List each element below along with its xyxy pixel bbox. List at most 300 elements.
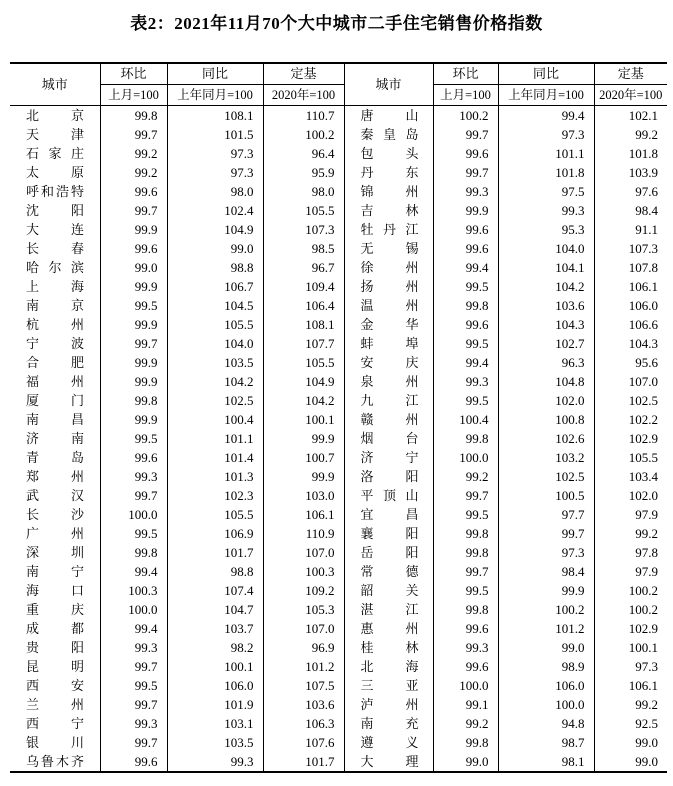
value-cell: 110.9 (263, 524, 344, 543)
value-cell: 99.3 (100, 467, 167, 486)
value-cell: 98.8 (167, 562, 263, 581)
table-header (10, 63, 667, 106)
city-cell (10, 372, 100, 391)
city-name: 北海 (360, 659, 419, 674)
table-body (10, 106, 667, 773)
value-cell: 99.0 (635, 754, 658, 769)
value-cell: 99.5 (100, 429, 167, 448)
city-cell (344, 695, 433, 714)
value-cell: 102.9 (628, 431, 658, 446)
city-name: 北京 (26, 108, 84, 123)
value-cell: 99.9 (100, 220, 167, 239)
city-cell (10, 353, 100, 372)
value-cell: 99.5 (100, 524, 167, 543)
value-cell: 102.9 (628, 621, 658, 636)
value-cell: 104.3 (628, 336, 658, 351)
value-cell: 100.3 (263, 562, 344, 581)
table-row (10, 524, 667, 543)
value-cell: 101.3 (167, 467, 263, 486)
value-cell: 107.3 (628, 241, 658, 256)
value-cell: 99.3 (433, 372, 498, 391)
col-header-base-left: 定基 (263, 63, 344, 85)
value-cell: 99.0 (100, 258, 167, 277)
value-cell: 100.2 (263, 125, 344, 144)
city-cell (344, 543, 433, 562)
value-cell: 97.6 (635, 184, 658, 199)
city-cell (10, 239, 100, 258)
value-cell: 101.7 (263, 752, 344, 772)
city-cell (344, 296, 433, 315)
value-cell: 109.2 (263, 581, 344, 600)
city-cell (344, 524, 433, 543)
city-cell (344, 581, 433, 600)
value-cell: 105.5 (628, 450, 658, 465)
table-row (10, 163, 667, 182)
city-name: 郑州 (26, 469, 84, 484)
table-row (10, 201, 667, 220)
value-cell: 99.9 (263, 429, 344, 448)
city-cell (10, 657, 100, 676)
city-name: 济宁 (360, 450, 419, 465)
value-cell: 104.3 (498, 315, 594, 334)
value-cell: 99.7 (498, 524, 594, 543)
value-cell: 110.7 (263, 106, 344, 126)
col-subheader-base-left: 2020年=100 (263, 85, 344, 106)
value-cell: 100.2 (628, 602, 658, 617)
city-name: 青岛 (26, 450, 84, 465)
value-cell: 107.6 (263, 733, 344, 752)
city-cell (344, 467, 433, 486)
value-cell: 99.3 (100, 714, 167, 733)
value-cell: 97.9 (635, 507, 658, 522)
value-cell: 99.8 (433, 429, 498, 448)
city-name: 安庆 (360, 355, 419, 370)
value-cell: 99.7 (100, 334, 167, 353)
value-cell: 99.9 (433, 201, 498, 220)
table-row (10, 277, 667, 296)
city-cell (10, 676, 100, 695)
value-cell: 105.5 (263, 201, 344, 220)
value-cell: 100.4 (167, 410, 263, 429)
value-cell: 104.9 (263, 372, 344, 391)
city-name: 上海 (26, 279, 84, 294)
table-row (10, 296, 667, 315)
value-cell: 103.0 (263, 486, 344, 505)
city-cell (344, 410, 433, 429)
city-name: 锦州 (360, 184, 419, 199)
value-cell: 100.1 (263, 410, 344, 429)
city-cell (344, 277, 433, 296)
value-cell: 104.0 (498, 239, 594, 258)
value-cell: 107.5 (263, 676, 344, 695)
city-name: 兰州 (26, 697, 84, 712)
value-cell: 99.8 (100, 106, 167, 126)
col-subheader-mom-left: 上月=100 (100, 85, 167, 106)
city-name: 福州 (26, 374, 84, 389)
city-cell (344, 505, 433, 524)
value-cell: 99.5 (433, 581, 498, 600)
value-cell: 99.5 (100, 296, 167, 315)
city-name: 重庆 (26, 602, 84, 617)
value-cell: 103.4 (628, 469, 658, 484)
table-row (10, 144, 667, 163)
value-cell: 100.2 (628, 583, 658, 598)
value-cell: 107.8 (628, 260, 658, 275)
value-cell: 99.3 (100, 638, 167, 657)
city-cell (344, 619, 433, 638)
city-cell (344, 752, 433, 772)
city-name: 宁波 (26, 336, 84, 351)
value-cell: 99.6 (100, 182, 167, 201)
value-cell: 99.0 (635, 735, 658, 750)
city-cell (10, 695, 100, 714)
city-name: 广州 (26, 526, 84, 541)
city-name: 西宁 (26, 716, 84, 731)
value-cell: 108.1 (263, 315, 344, 334)
table-row (10, 486, 667, 505)
value-cell: 99.0 (167, 239, 263, 258)
value-cell: 97.7 (498, 505, 594, 524)
city-name: 大连 (26, 222, 84, 237)
col-header-city-left: 城市 (10, 63, 100, 106)
table-row (10, 182, 667, 201)
value-cell: 101.1 (167, 429, 263, 448)
col-header-city-right: 城市 (344, 63, 433, 106)
value-cell: 95.3 (498, 220, 594, 239)
col-subheader-yoy-right: 上年同月=100 (498, 85, 594, 106)
value-cell: 107.0 (263, 543, 344, 562)
table-row (10, 353, 667, 372)
value-cell: 103.5 (167, 733, 263, 752)
city-name: 无锡 (360, 241, 419, 256)
value-cell: 98.0 (167, 182, 263, 201)
value-cell: 96.7 (263, 258, 344, 277)
city-cell (344, 334, 433, 353)
value-cell: 99.5 (100, 676, 167, 695)
value-cell: 98.4 (498, 562, 594, 581)
table-row (10, 334, 667, 353)
value-cell: 105.5 (167, 505, 263, 524)
value-cell: 98.8 (167, 258, 263, 277)
value-cell: 101.7 (167, 543, 263, 562)
table-row (10, 619, 667, 638)
city-cell (10, 486, 100, 505)
city-cell (10, 410, 100, 429)
value-cell: 98.7 (498, 733, 594, 752)
city-cell (10, 258, 100, 277)
table-row (10, 733, 667, 752)
table-row (10, 258, 667, 277)
city-name: 合肥 (26, 355, 84, 370)
city-cell (10, 600, 100, 619)
city-cell (10, 429, 100, 448)
value-cell: 102.7 (498, 334, 594, 353)
col-header-mom-right: 环比 (433, 63, 498, 85)
city-name: 襄阳 (360, 526, 419, 541)
city-name: 南京 (26, 298, 84, 313)
value-cell: 91.1 (635, 222, 658, 237)
city-cell (10, 524, 100, 543)
city-cell (10, 562, 100, 581)
table-row (10, 239, 667, 258)
value-cell: 104.0 (167, 334, 263, 353)
price-index-table (10, 62, 667, 773)
city-cell (344, 106, 433, 126)
table-row (10, 220, 667, 239)
city-name: 深圳 (26, 545, 84, 560)
city-name: 常德 (360, 564, 419, 579)
value-cell: 99.8 (433, 600, 498, 619)
value-cell: 96.9 (263, 638, 344, 657)
value-cell: 99.6 (100, 239, 167, 258)
value-cell: 106.3 (263, 714, 344, 733)
city-cell (344, 182, 433, 201)
value-cell: 104.2 (167, 372, 263, 391)
city-cell (10, 296, 100, 315)
value-cell: 104.1 (498, 258, 594, 277)
value-cell: 102.5 (167, 391, 263, 410)
city-name: 韶关 (360, 583, 419, 598)
value-cell: 99.3 (433, 182, 498, 201)
value-cell: 101.5 (167, 125, 263, 144)
city-name: 赣州 (360, 412, 419, 427)
city-cell (344, 429, 433, 448)
city-cell (10, 543, 100, 562)
city-name: 昆明 (26, 659, 84, 674)
table-row (10, 125, 667, 144)
value-cell: 105.5 (263, 353, 344, 372)
city-name: 吉林 (360, 203, 419, 218)
value-cell: 96.3 (498, 353, 594, 372)
value-cell: 100.0 (433, 448, 498, 467)
table-row (10, 676, 667, 695)
value-cell: 106.0 (167, 676, 263, 695)
city-cell (344, 125, 433, 144)
value-cell: 99.8 (433, 524, 498, 543)
value-cell: 102.1 (628, 108, 658, 123)
value-cell: 106.1 (628, 678, 658, 693)
value-cell: 99.9 (263, 467, 344, 486)
city-name: 牡丹江 (360, 222, 419, 237)
city-name: 西安 (26, 678, 84, 693)
table-row (10, 600, 667, 619)
city-cell (344, 562, 433, 581)
city-cell (344, 353, 433, 372)
value-cell: 95.9 (263, 163, 344, 182)
city-cell (344, 239, 433, 258)
value-cell: 99.9 (100, 353, 167, 372)
value-cell: 104.5 (167, 296, 263, 315)
col-subheader-base-right: 2020年=100 (594, 85, 667, 106)
city-cell (344, 676, 433, 695)
city-name: 桂林 (360, 640, 419, 655)
value-cell: 99.2 (100, 163, 167, 182)
city-name: 平顶山 (360, 488, 419, 503)
value-cell: 99.2 (100, 144, 167, 163)
city-name: 武汉 (26, 488, 84, 503)
value-cell: 101.4 (167, 448, 263, 467)
value-cell: 103.1 (167, 714, 263, 733)
city-name: 长春 (26, 241, 84, 256)
city-name: 惠州 (360, 621, 419, 636)
value-cell: 99.7 (100, 695, 167, 714)
city-cell (344, 258, 433, 277)
table-row (10, 429, 667, 448)
value-cell: 99.9 (100, 372, 167, 391)
city-cell (344, 163, 433, 182)
value-cell: 99.5 (433, 505, 498, 524)
value-cell: 99.3 (433, 638, 498, 657)
value-cell: 100.2 (433, 106, 498, 126)
col-header-yoy-right: 同比 (498, 63, 594, 85)
city-cell (10, 315, 100, 334)
city-cell (10, 638, 100, 657)
col-header-base-right: 定基 (594, 63, 667, 85)
city-cell (10, 467, 100, 486)
city-cell (10, 448, 100, 467)
city-name: 杭州 (26, 317, 84, 332)
table-row (10, 106, 667, 126)
value-cell: 99.9 (100, 277, 167, 296)
city-name: 哈尔滨 (26, 260, 84, 275)
value-cell: 99.7 (100, 486, 167, 505)
col-header-yoy-left: 同比 (167, 63, 263, 85)
city-cell (10, 182, 100, 201)
table-row (10, 315, 667, 334)
city-name: 大理 (360, 754, 419, 769)
city-name: 秦皇岛 (360, 127, 419, 142)
city-cell (10, 334, 100, 353)
city-name: 徐州 (360, 260, 419, 275)
table-row (10, 695, 667, 714)
value-cell: 106.0 (498, 676, 594, 695)
value-cell: 100.1 (628, 640, 658, 655)
city-name: 南宁 (26, 564, 84, 579)
value-cell: 98.5 (263, 239, 344, 258)
value-cell: 101.8 (628, 146, 658, 161)
value-cell: 100.0 (100, 600, 167, 619)
value-cell: 99.2 (433, 467, 498, 486)
table-row (10, 543, 667, 562)
table-row (10, 714, 667, 733)
table-row (10, 391, 667, 410)
value-cell: 100.0 (433, 676, 498, 695)
value-cell: 105.5 (167, 315, 263, 334)
col-header-mom-left: 环比 (100, 63, 167, 85)
value-cell: 92.5 (635, 716, 658, 731)
value-cell: 99.2 (635, 526, 658, 541)
table-row (10, 562, 667, 581)
value-cell: 97.8 (635, 545, 658, 560)
value-cell: 98.4 (635, 203, 658, 218)
value-cell: 99.6 (433, 220, 498, 239)
value-cell: 99.7 (433, 125, 498, 144)
value-cell: 99.6 (433, 144, 498, 163)
value-cell: 100.0 (498, 695, 594, 714)
city-name: 九江 (360, 393, 419, 408)
value-cell: 100.0 (100, 505, 167, 524)
value-cell: 104.2 (498, 277, 594, 296)
value-cell: 104.9 (167, 220, 263, 239)
value-cell: 99.2 (635, 127, 658, 142)
value-cell: 99.1 (433, 695, 498, 714)
city-cell (344, 315, 433, 334)
table-row (10, 657, 667, 676)
value-cell: 99.8 (433, 733, 498, 752)
city-cell (344, 144, 433, 163)
value-cell: 105.3 (263, 600, 344, 619)
city-name: 湛江 (360, 602, 419, 617)
value-cell: 101.9 (167, 695, 263, 714)
city-cell (344, 372, 433, 391)
value-cell: 99.0 (498, 638, 594, 657)
city-name: 济南 (26, 431, 84, 446)
city-name: 天津 (26, 127, 84, 142)
value-cell: 103.5 (167, 353, 263, 372)
city-cell (344, 486, 433, 505)
city-name: 厦门 (26, 393, 84, 408)
value-cell: 108.1 (167, 106, 263, 126)
city-cell (10, 619, 100, 638)
city-cell (10, 733, 100, 752)
city-name: 唐山 (360, 108, 419, 123)
value-cell: 102.4 (167, 201, 263, 220)
value-cell: 99.7 (100, 657, 167, 676)
value-cell: 101.2 (263, 657, 344, 676)
value-cell: 99.6 (433, 239, 498, 258)
value-cell: 102.5 (498, 467, 594, 486)
city-cell (344, 600, 433, 619)
value-cell: 99.8 (100, 391, 167, 410)
city-name: 太原 (26, 165, 84, 180)
city-name: 蚌埠 (360, 336, 419, 351)
value-cell: 97.5 (498, 182, 594, 201)
value-cell: 103.7 (167, 619, 263, 638)
value-cell: 99.7 (433, 562, 498, 581)
value-cell: 106.6 (628, 317, 658, 332)
city-name: 扬州 (360, 279, 419, 294)
city-cell (10, 752, 100, 772)
city-name: 泉州 (360, 374, 419, 389)
city-name: 遵义 (360, 735, 419, 750)
value-cell: 99.9 (100, 315, 167, 334)
city-name: 南充 (360, 716, 419, 731)
value-cell: 100.8 (498, 410, 594, 429)
table-row (10, 581, 667, 600)
value-cell: 101.2 (498, 619, 594, 638)
city-cell (344, 201, 433, 220)
value-cell: 106.0 (628, 298, 658, 313)
value-cell: 100.4 (433, 410, 498, 429)
table-title: 表2：2021年11月70个大中城市二手住宅销售价格指数 (130, 14, 543, 33)
value-cell: 100.1 (167, 657, 263, 676)
value-cell: 99.6 (433, 315, 498, 334)
city-name: 三亚 (360, 678, 419, 693)
value-cell: 99.5 (433, 391, 498, 410)
value-cell: 99.4 (100, 619, 167, 638)
city-cell (10, 277, 100, 296)
value-cell: 99.3 (498, 201, 594, 220)
value-cell: 102.0 (498, 391, 594, 410)
city-name: 金华 (360, 317, 419, 332)
city-cell (344, 714, 433, 733)
value-cell: 98.9 (498, 657, 594, 676)
city-name: 石家庄 (26, 146, 84, 161)
city-name: 洛阳 (360, 469, 419, 484)
value-cell: 98.1 (498, 752, 594, 772)
city-cell (344, 733, 433, 752)
value-cell: 95.6 (635, 355, 658, 370)
